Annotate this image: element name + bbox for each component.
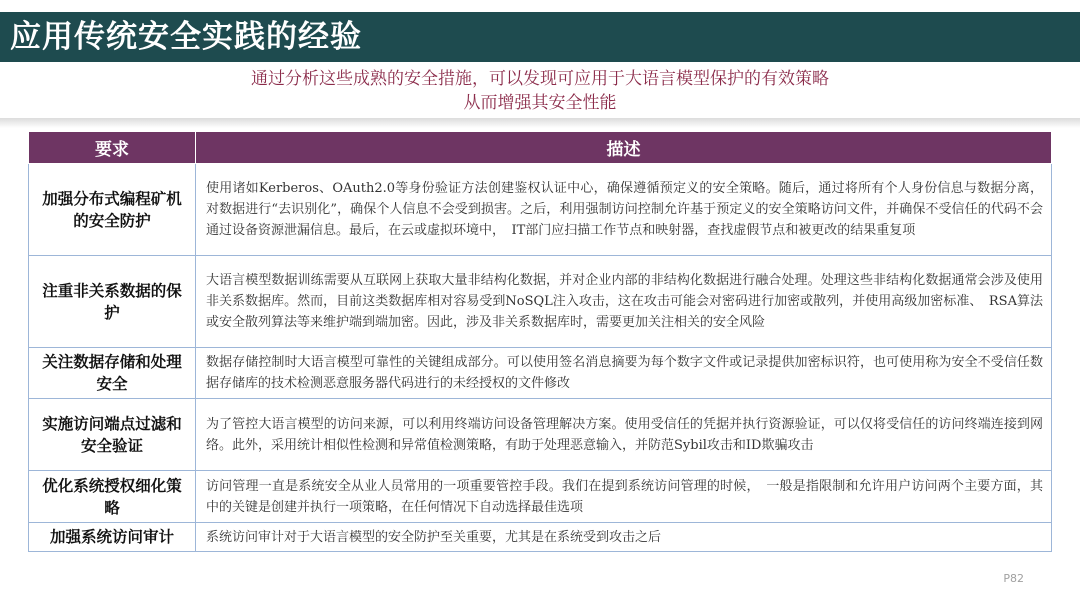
subtitle-line-1: 通过分析这些成熟的安全措施，可以发现可应用于大语言模型保护的有效策略: [251, 69, 829, 89]
title-bar: [0, 12, 1080, 62]
requirement-cell: 关注数据存储和处理安全: [29, 348, 196, 399]
description-cell: 大语言模型数据训练需要从互联网上获取大量非结构化数据，并对企业内部的非结构化数据进行融合处理。处理这些非结构化数据通常会涉及使用非关系数据库。然而，目前这类数据库相对容易受到NoSQL注入攻击，这在攻击可能会对密码进行加密或散列，并使用高级加密标准、 RSA算法或安全散列算法等来维护端到端加密。因此，涉及非关系数据库时，需要更加关注相关的安全风险: [196, 256, 1052, 348]
requirement-cell: 加强系统访问审计: [29, 523, 196, 552]
table-row: [29, 471, 1052, 523]
description-cell: 系统访问审计对于大语言模型的安全防护至关重要，尤其是在系统受到攻击之后: [196, 523, 1052, 552]
description-cell: 为了管控大语言模型的访问来源，可以利用终端访问设备管理解决方案。使用受信任的凭据并执行资源验证，可以仅将受信任的访问终端连接到网络。此外，采用统计相似性检测和异常值检测策略，有助于处理恶意输入，并防范Sybil攻击和ID欺骗攻击: [196, 399, 1052, 471]
table-row: [29, 348, 1052, 399]
table-row: [29, 256, 1052, 348]
requirement-cell: 注重非关系数据的保护: [29, 256, 196, 348]
description-cell: 使用诸如Kerberos、OAuth2.0等身份验证方法创建鉴权认证中心，确保遵循预定义的安全策略。随后，通过将所有个人身份信息与数据分离，对数据进行“去识别化”，确保个人信息不会受到损害。之后，利用强制访问控制允许基于预定义的安全策略访问文件，并确保不受信任的代码不会通过设备资源泄漏信息。最后，在云或虚拟环境中， IT部门应扫描工作节点和映射器，查找虚假节点和被更改的结果重复项: [196, 164, 1052, 256]
slide-title: 应用传统安全实践的经验: [10, 19, 362, 55]
table-header-row: [29, 132, 1052, 164]
table-row: [29, 399, 1052, 471]
description-cell: 数据存储控制时大语言模型可靠性的关键组成部分。可以使用签名消息摘要为每个数字文件或记录提供加密标识符，也可使用称为安全不受信任数据存储库的技术检测恶意服务器代码进行的未经授权的文件修改: [196, 348, 1052, 399]
table-row: [29, 523, 1052, 552]
table-row: [29, 164, 1052, 256]
requirement-cell: 实施访问端点过滤和安全验证: [29, 399, 196, 471]
header-description: 描述: [196, 132, 1052, 164]
requirements-table: [28, 131, 1052, 552]
subtitle-line-2: 从而增强其安全性能: [463, 93, 617, 113]
description-cell: 访问管理一直是系统安全从业人员常用的一项重要管控手段。我们在提到系统访问管理的时候， 一般是指限制和允许用户访问两个主要方面，其中的关键是创建并执行一项策略，在任何情况下自动选择最佳选项: [196, 471, 1052, 523]
page-number: P82: [1003, 572, 1024, 585]
header-requirement: 要求: [29, 132, 196, 164]
divider-shadow: [0, 118, 1080, 128]
requirement-cell: 优化系统授权细化策略: [29, 471, 196, 523]
requirement-cell: 加强分布式编程矿机的安全防护: [29, 164, 196, 256]
